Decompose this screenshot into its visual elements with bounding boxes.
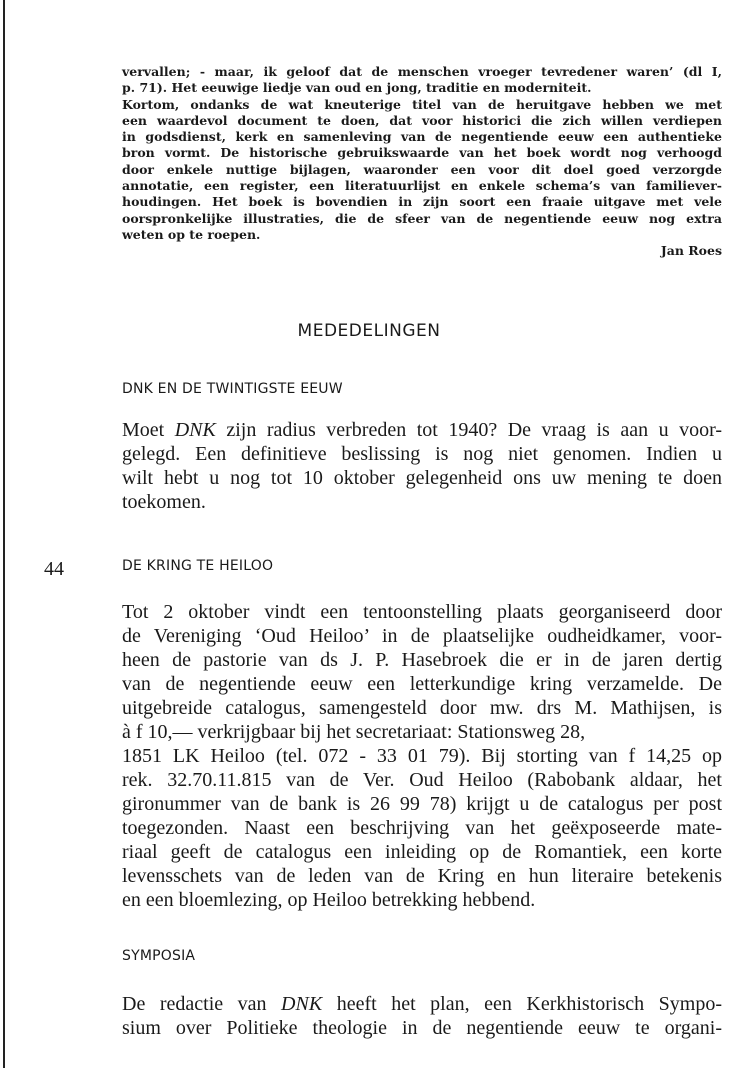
journal-abbreviation: DNK	[281, 993, 323, 1015]
body-line: De redactie van DNK heeft het plan, een Kerkhistorisch Sympo-	[122, 993, 722, 1015]
body-line: en een bloemlezing, op Heiloo betrekking hebbend.	[122, 889, 536, 911]
review-line: houdingen. Het boek is bovendien in zijn soort een fraaie uitgave met vele	[122, 194, 722, 210]
body-line: toekomen.	[122, 491, 206, 513]
review-line: bron vormt. De historische gebruikswaarde van het boek wordt nog verhoogd	[122, 145, 722, 161]
body-line: gironummer van de bank is 26 99 78) krijgt u de catalogus per post	[122, 793, 722, 815]
body-line: wilt hebt u nog tot 10 oktober gelegenheid ons uw mening te doen	[122, 467, 722, 489]
page-margin-rule	[3, 0, 5, 1068]
review-line: een waardevol document te doen, dat voor historici die zich willen verdiepen	[122, 112, 722, 128]
section-body-symposia	[122, 992, 722, 1040]
section-title: MEDEDELINGEN	[297, 321, 441, 341]
review-signature: Jan Roes	[660, 243, 722, 259]
body-line: toegezonden. Naast een beschrijving van het geëxposeerde mate-	[122, 817, 722, 839]
section-heading-symposia: SYMPOSIA	[122, 948, 196, 964]
body-line-text: Moet DNK zijn radius verbreden tot 1940? De vraag is aan u voor-	[122, 419, 723, 441]
body-line: Tot 2 oktober vindt een tentoonstelling plaats georganiseerd door	[122, 601, 722, 623]
review-line: door enkele nuttige bijlagen, waaronder een voor dit doel goed verzorgde	[122, 161, 722, 177]
review-line: weten op te roepen.	[122, 226, 261, 242]
review-line: annotatie, een register, een literatuurlijst en enkele schema’s van familiever-	[122, 178, 722, 194]
section-body-dnk	[122, 418, 722, 514]
review-line: p. 71). Het eeuwige liedje van oud en jong, traditie en moderniteit.	[122, 80, 592, 96]
review-line: in godsdienst, kerk en samenleving van de negentiende eeuw een authentieke	[122, 129, 722, 145]
body-line: à f 10,— verkrijgbaar bij het secretariaat: Stationsweg 28,	[122, 721, 586, 743]
book-review-conclusion	[122, 64, 722, 260]
body-line: rek. 32.70.11.815 van de Ver. Oud Heiloo (Rabobank aldaar, het	[122, 769, 722, 791]
body-line: 1851 LK Heiloo (tel. 072 - 33 01 79). Bij storting van f 14,25 op	[122, 745, 722, 767]
section-heading-dnk: DNK EN DE TWINTIGSTE EEUW	[122, 381, 343, 397]
review-line: vervallen; - maar, ik geloof dat de menschen vroeger tevredener waren’ (dl I,	[122, 64, 722, 79]
body-line: gelegd. Een definitieve beslissing is nog niet genomen. Indien u	[122, 443, 722, 465]
review-line: Kortom, ondanks de wat kneuterige titel van de heruitgave hebben we met	[122, 96, 722, 112]
review-line: oorspronkelijke illustraties, die de sfeer van de negentiende eeuw nog extra	[122, 210, 722, 226]
body-line: van de negentiende eeuw een letterkundige kring verzamelde. De	[122, 673, 722, 695]
body-line: heen de pastorie van ds J. P. Hasebroek die er in de jaren dertig	[122, 649, 722, 671]
body-line: de Vereniging ‘Oud Heiloo’ in de plaatselijke oudheidkamer, voor-	[122, 625, 722, 647]
page-number: 44	[44, 558, 64, 580]
body-line	[122, 418, 722, 442]
journal-abbreviation: DNK	[174, 419, 216, 441]
body-line: levensschets van de leden van de Kring en hun literaire betekenis	[122, 865, 722, 887]
section-heading-heiloo: DE KRING TE HEILOO	[122, 558, 274, 574]
body-line: riaal geeft de catalogus een inleiding op de Romantiek, een korte	[122, 841, 722, 863]
section-body-heiloo	[122, 600, 722, 912]
body-line: uitgebreide catalogus, samengesteld door mw. drs M. Mathijsen, is	[122, 697, 722, 719]
body-line: sium over Politieke theologie in de negentiende eeuw te organi-	[122, 1017, 722, 1039]
